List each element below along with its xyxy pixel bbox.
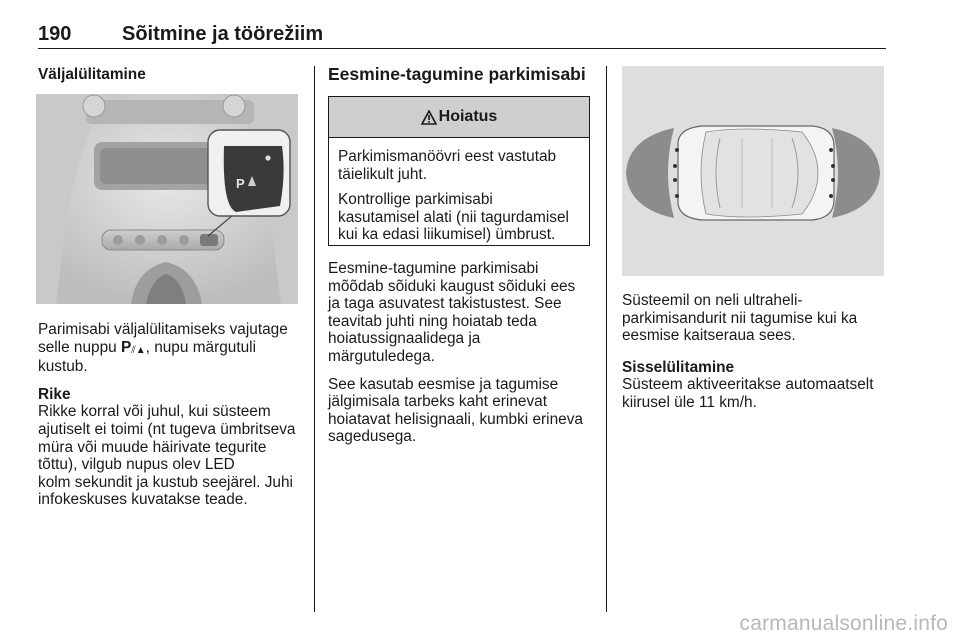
warning-title: Hoiatus (438, 108, 498, 125)
warning-paragraph-2: Kontrollige parkimisabi kasutamisel alati (nii tagurdamisel kui ka edasi liikumisel) ümbrust. (338, 191, 569, 244)
console-illustration (36, 94, 298, 304)
watermark-text: carmanualsonline.info (739, 612, 948, 635)
figure-sensor-coverage (622, 66, 884, 276)
section-heading-front-rear-parking: Eesmine-tagumine parkimisabi (328, 64, 586, 84)
car-sensor-illustration (622, 66, 884, 276)
park-assist-waves-icon: ⫽▲ (131, 344, 146, 356)
page-number: 190 (38, 23, 72, 45)
warning-triangle-icon (421, 110, 437, 125)
figure-console-button (36, 94, 298, 304)
sensors-paragraph: Süsteemil on neli ultraheli- parkimisandurit nii tagumise kui ka eesmise kaitseraua sees. (622, 292, 858, 345)
warning-paragraph-1: Parkimismanöövri eest vastutab täielikult juht. (338, 148, 557, 183)
activation-heading: Sisselülitamine (622, 358, 735, 376)
deactivation-paragraph: Parimisabi väljalülitamiseks vajutage selle nuppu P⫽▲, nupu märgutuli kustub. (38, 321, 288, 376)
column-1 (38, 66, 303, 84)
column-divider (606, 66, 607, 612)
warning-signals-paragraph: See kasutab eesmise ja tagumise jälgimisala tarbeks kaht erinevat hoiatavat helisignaali, kumbki erineva sagedusega. (328, 375, 583, 446)
warning-body (329, 138, 589, 244)
chapter-title: Sõitmine ja töörežiim (122, 23, 324, 45)
fault-paragraph: Rikke korral või juhul, kui süsteem ajutiselt ei toimi (nt tugeva ümbritseva müra või muude häirivate tegurite tõttu), vilgub nupus olev LED kolm sekundit ja kustub seejärel. Juhi infokeskuses kuvatakse teade. (38, 403, 296, 509)
fault-heading: Rike (38, 385, 71, 403)
activation-paragraph: Süsteem aktiveeritakse automaatselt kiirusel üle 11 km/h. (622, 376, 874, 411)
column-divider (314, 66, 315, 612)
column-3-text (622, 292, 888, 422)
park-assist-symbol: P (121, 338, 132, 356)
warning-box (328, 96, 590, 246)
section-heading-deactivation: Väljalülitamine (38, 66, 146, 83)
warning-header (329, 97, 589, 138)
column-1-text (38, 321, 303, 519)
parking-description-paragraph: Eesmine-tagumine parkimisabi mõõdab sõiduki kaugust sõiduki ees ja taga asuvatest takistustest. See teavitab juhti ning hoiatab teda hoiatussignaalidega ja märgutuledega. (328, 260, 576, 365)
column-2-heading (328, 64, 596, 84)
park-button-label: P (236, 176, 245, 191)
page-header (38, 22, 886, 49)
column-2-text (328, 260, 598, 456)
